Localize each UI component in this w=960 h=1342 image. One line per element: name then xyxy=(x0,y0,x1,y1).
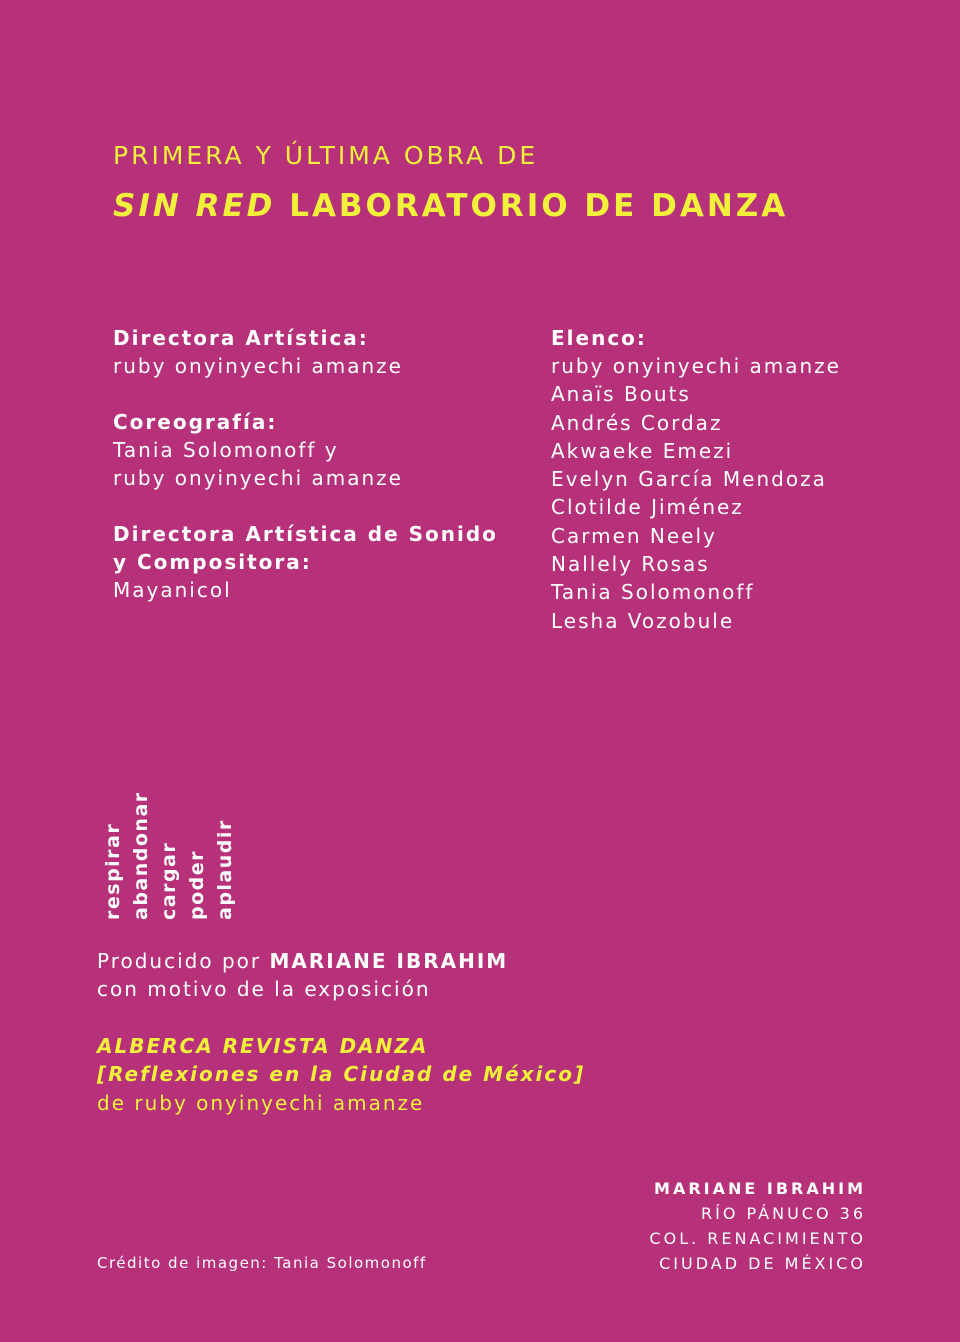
header xyxy=(113,140,788,226)
gallery-name: MARIANE IBRAHIM xyxy=(654,1179,866,1198)
cast-list xyxy=(551,324,931,635)
exhibition xyxy=(97,1032,585,1118)
choreography-line: Tania Solomonoff y xyxy=(113,438,339,462)
sound-director-block xyxy=(113,520,533,604)
exhibition-subtitle: [Reflexiones en la Ciudad de México] xyxy=(97,1062,586,1086)
cast-member: Anaïs Bouts xyxy=(551,382,691,407)
produced-by xyxy=(97,947,508,1003)
exhibition-title: ALBERCA REVISTA DANZA xyxy=(97,1034,429,1058)
sound-label-line: Directora Artística de Sonido xyxy=(113,522,498,546)
cast-member: ruby onyinyechi amanze xyxy=(551,354,841,378)
address-line: RÍO PÁNUCO 36 xyxy=(701,1204,866,1223)
title-rest: LABORATORIO DE DANZA xyxy=(289,188,789,224)
address-line: CIUDAD DE MÉXICO xyxy=(659,1254,866,1273)
title-italic: SIN RED xyxy=(113,188,276,224)
artistic-director-label: Directora Artística: xyxy=(113,326,369,350)
cast-member: Akwaeke Emezi xyxy=(551,438,734,463)
address-line: COL. RENACIMIENTO xyxy=(649,1229,866,1248)
produced-prefix: Producido por xyxy=(97,949,262,973)
vertical-words: respirar abandonar cargar poder aplaudir xyxy=(102,791,236,920)
pre-title: PRIMERA Y ÚLTIMA OBRA DE xyxy=(113,141,539,170)
cast-member: Andrés Cordaz xyxy=(551,410,723,435)
image-credit: Crédito de imagen: Tania Solomonoff xyxy=(97,1254,427,1272)
produced-line xyxy=(97,947,508,975)
produced-line-2: con motivo de la exposición xyxy=(97,977,431,1001)
cast-member: Clotilde Jiménez xyxy=(551,495,744,520)
artistic-director-block xyxy=(113,324,533,380)
producer-name: MARIANE IBRAHIM xyxy=(269,949,509,973)
main-title xyxy=(113,186,788,226)
choreography-label: Coreografía: xyxy=(113,410,278,434)
cast-member: Nallely Rosas xyxy=(551,552,710,577)
cast-label: Elenco: xyxy=(551,326,647,350)
gallery-address xyxy=(649,1176,866,1276)
cast-member: Evelyn García Mendoza xyxy=(551,467,827,492)
sound-label-line: y Compositora: xyxy=(113,550,312,574)
cast-member: Carmen Neely xyxy=(551,523,717,548)
choreography-line: ruby onyinyechi amanze xyxy=(113,466,403,490)
sound-director-name: Mayanicol xyxy=(113,578,232,602)
choreography-block xyxy=(113,408,533,492)
cast-member: Tania Solomonoff xyxy=(551,580,755,605)
credits-left xyxy=(113,324,533,632)
exhibition-artist: de ruby onyinyechi amanze xyxy=(97,1091,425,1115)
cast-member: Lesha Vozobule xyxy=(551,608,735,633)
artistic-director-name: ruby onyinyechi amanze xyxy=(113,354,403,378)
